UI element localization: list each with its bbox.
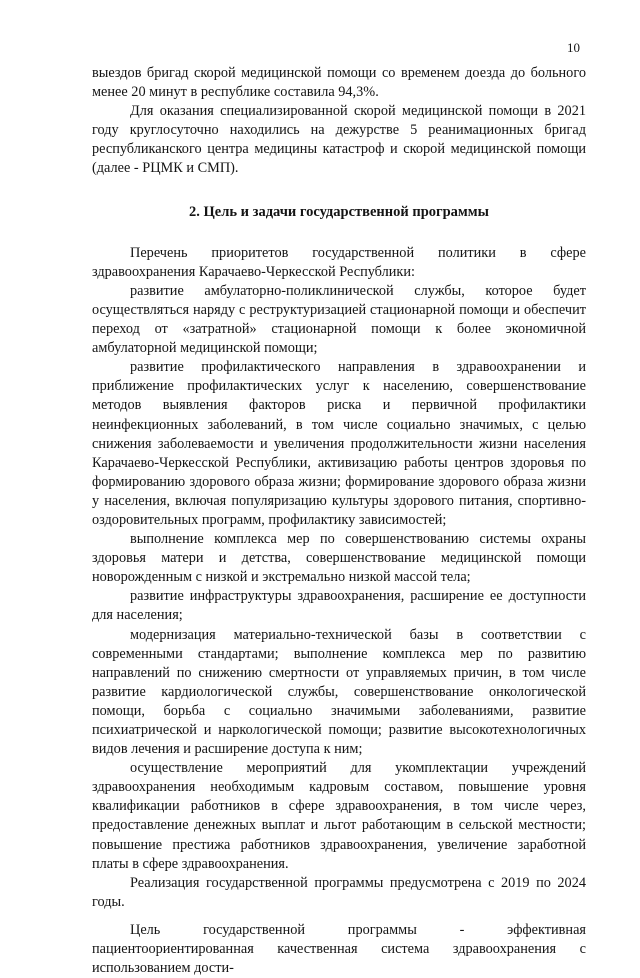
- page-number: 10: [567, 40, 580, 55]
- paragraph: Реализация государственной программы предусмотрена с 2019 по 2024 годы.: [92, 874, 586, 910]
- list-item: осуществление мероприятий для укомплектации учреждений здравоохранения необходимым кадровым составом, повышение уровня квалификации работников в сфере здравоохранения, в том числе через, предоставление денежных выплат и льгот работающим в сельской местности; повышение престижа работников здравоохранения, увеличение заработной платы в сфере здравоохранения.: [92, 760, 586, 872]
- list-item: развитие амбулаторно-поликлинической службы, которое будет осуществляться наряду с реструктуризацией стационарной помощи и обеспечит переход от «затратной» стационарной помощи к более экономичной амбулаторной медицинской помощи;: [92, 282, 586, 357]
- list-item: модернизация материально-технической базы в соответствии с современными стандартами; выполнение комплекса мер по развитию направлений по снижению смертности от управляемых причин, в том числе развитие кардиологической службы, совершенствование онкологической помощи, борьба с социально значимыми заболеваниями, развитие психиатрической и наркологической помощи; развитие высокотехнологичных видов лечения и расширение доступа к ним;: [92, 626, 586, 758]
- section-heading: 2. Цель и задачи государственной программы: [189, 203, 489, 220]
- paragraph: Перечень приоритетов государственной политики в сфере здравоохранения Карачаево-Черкесской Республики:: [92, 244, 586, 280]
- paragraph: Цель государственной программы - эффективная пациентоориентированная качественная система здравоохранения с использованием дости-: [92, 921, 586, 977]
- document-body: [92, 64, 586, 978]
- list-item: развитие инфраструктуры здравоохранения, расширение ее доступности для населения;: [92, 588, 586, 624]
- paragraph: Для оказания специализированной скорой медицинской помощи в 2021 году круглосуточно находились на дежурстве 5 реанимационных бригад республиканского центра медицины катастроф и скорой медицинской помощи (далее - РЦМК и СМП).: [92, 103, 586, 177]
- list-item: развитие профилактического направления в здравоохранении и приближение профилактических услуг к населению, совершенствование методов выявления факторов риска и первичной профилактики неинфекционных заболеваний, в том числе социально значимых, с целью снижения заболеваемости и увеличения продолжительности жизни населения Карачаево-Черкесской Республики, активизацию работы центров здоровья по формированию здорового образа жизни; формирование здорового образа жизни у населения, включая популяризацию культуры здорового питания, спортивно-оздоровительных программ, профилактику зависимостей;: [92, 359, 586, 528]
- paragraph: выездов бригад скорой медицинской помощи со временем доезда до больного менее 20 минут в республике составила 94,3%.: [92, 65, 586, 101]
- list-item: выполнение комплекса мер по совершенствованию системы охраны здоровья матери и детства, совершенствование медицинской помощи новорожденным с низкой и экстремально низкой массой тела;: [92, 531, 586, 586]
